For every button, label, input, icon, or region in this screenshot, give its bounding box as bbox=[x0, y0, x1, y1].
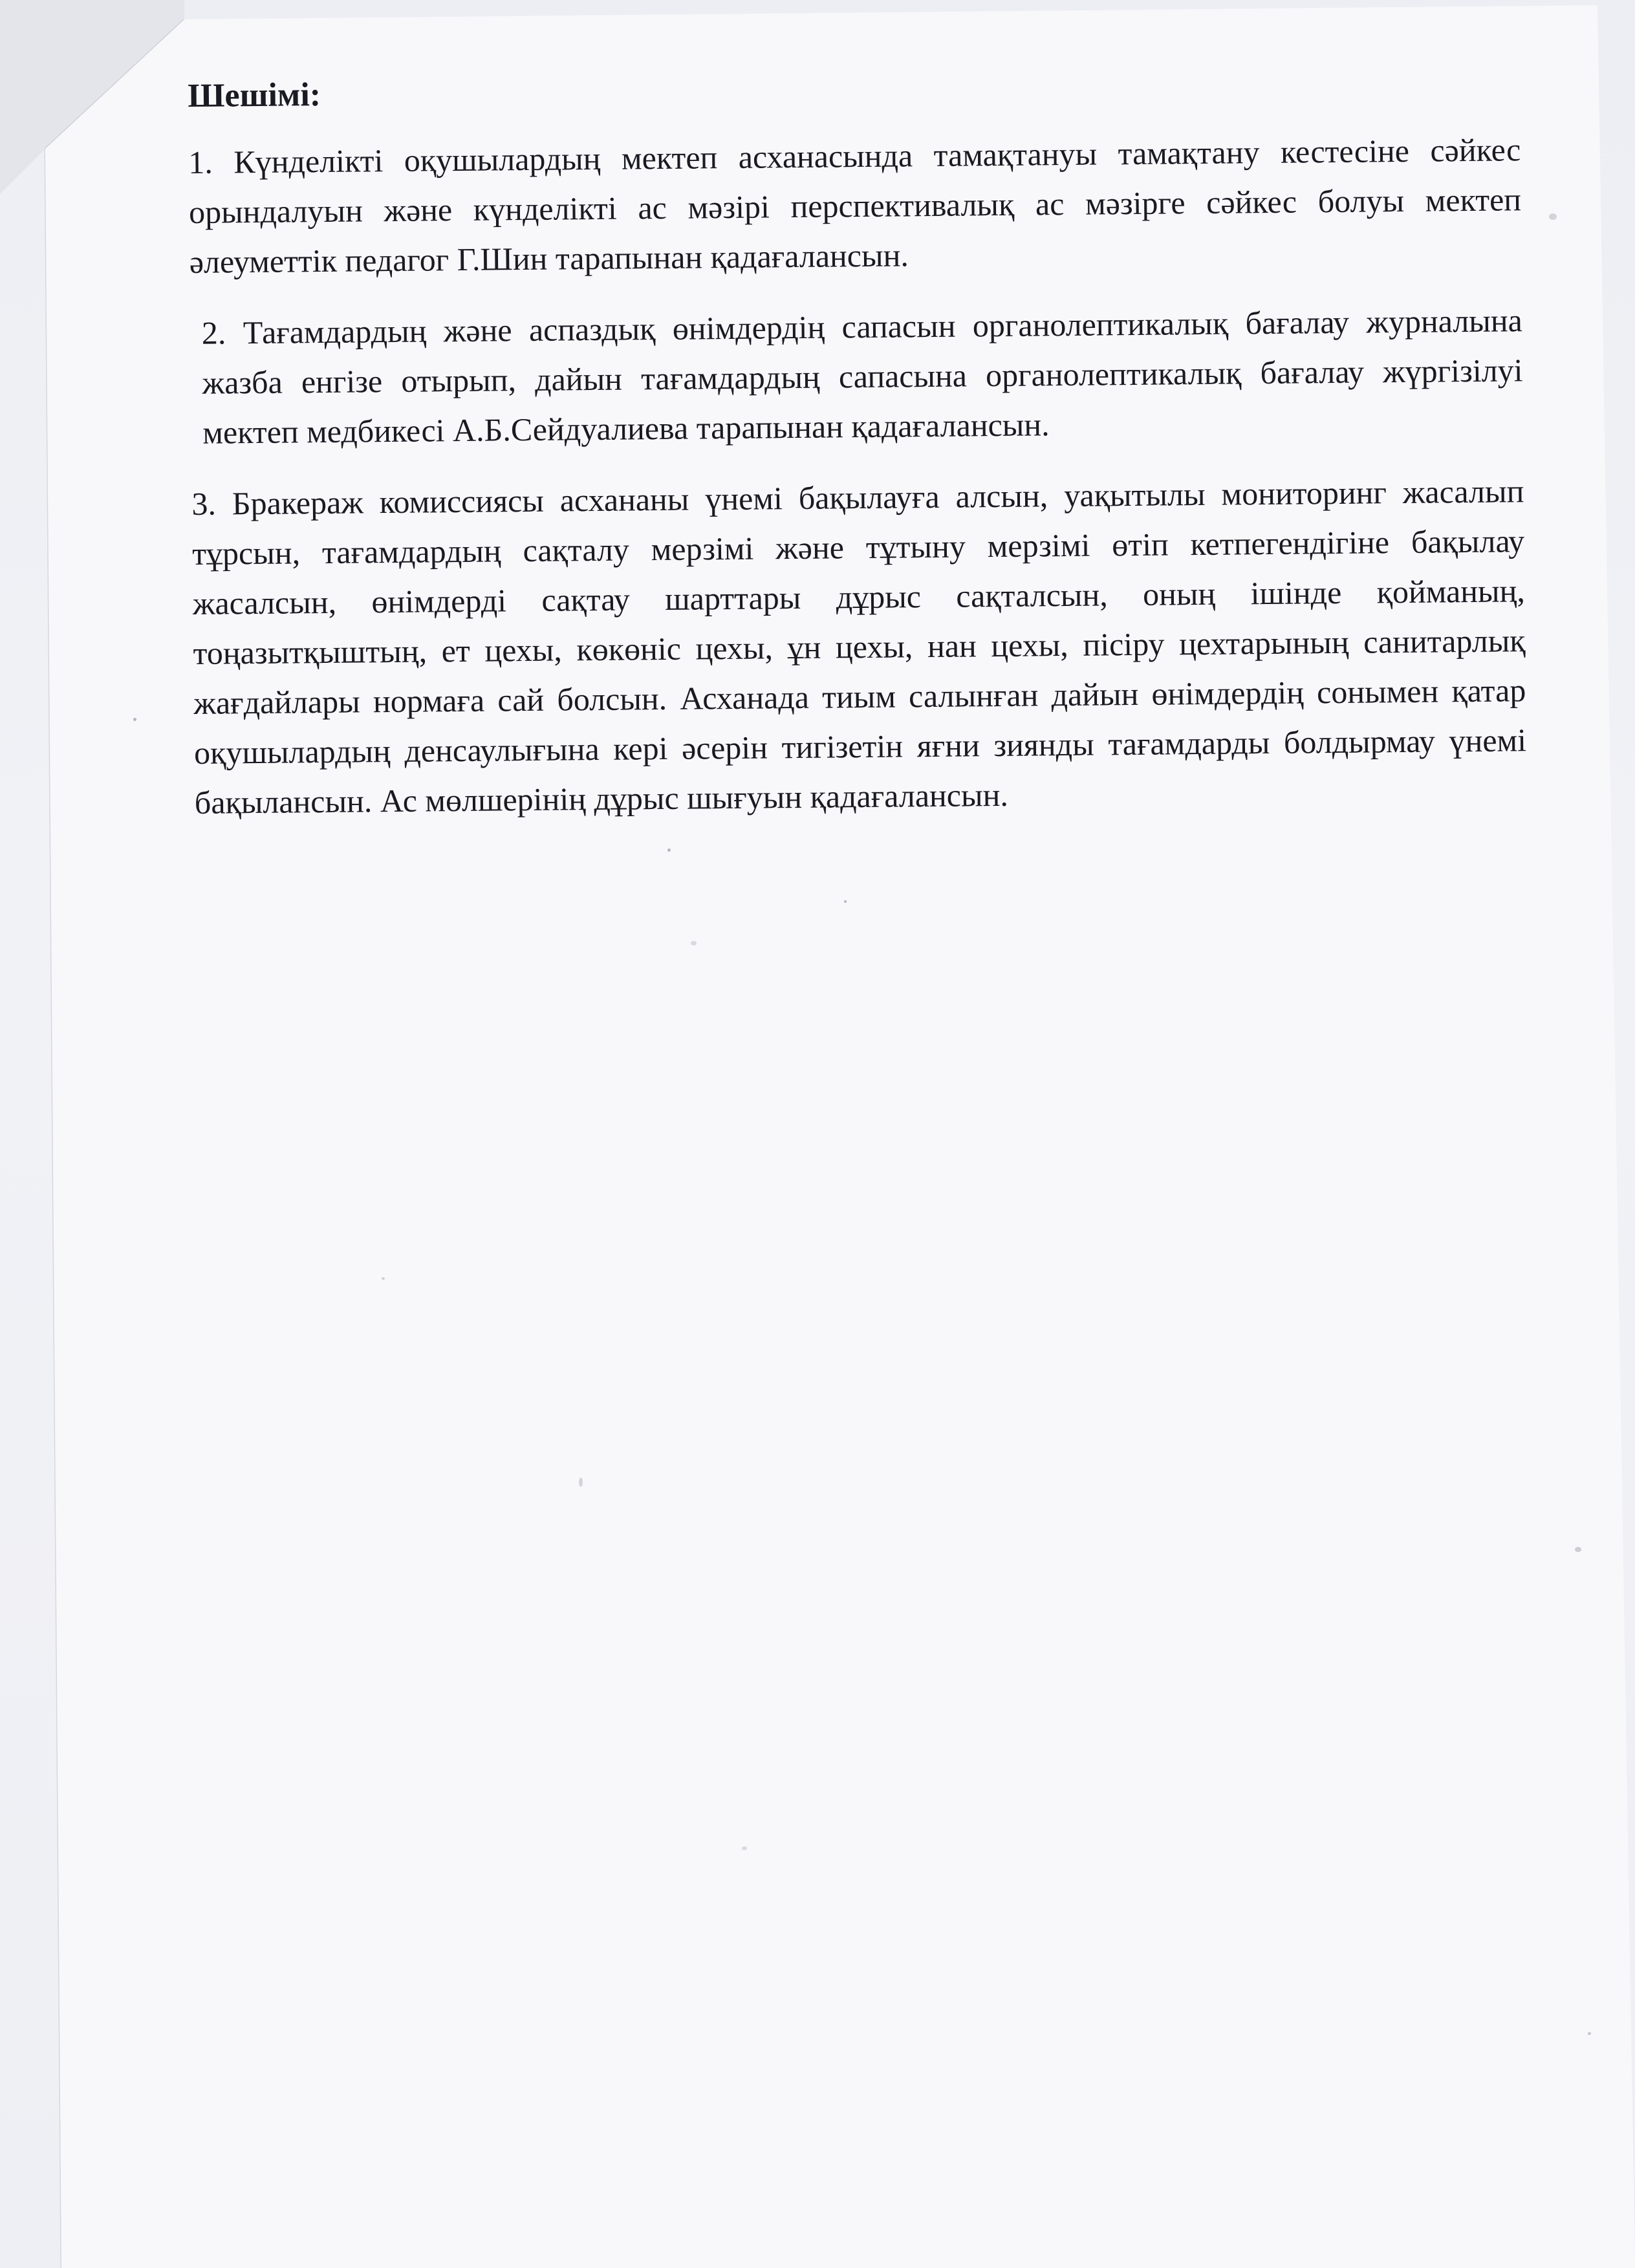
scan-speck bbox=[691, 941, 697, 945]
scan-speck bbox=[382, 1277, 385, 1280]
scan-speck bbox=[133, 718, 136, 721]
scan-speck bbox=[667, 848, 671, 852]
scan-speck bbox=[1549, 213, 1557, 220]
scan-speck bbox=[1588, 2032, 1591, 2035]
decision-item-1: 1. Күнделікті оқушылардың мектеп асханасында тамақтануы тамақтану кестесіне сәйкес орындалуын және күнделікті ас мәзірі перспективалық ас мәзірге сәйкес болуы мектеп әлеуметтік педагог Г.Шин тарапынан қадағалансын. bbox=[188, 131, 1522, 280]
scan-speck bbox=[844, 900, 847, 903]
scan-speck bbox=[579, 1478, 583, 1487]
scan-speck bbox=[742, 1846, 747, 1850]
decision-item-2: 2. Тағамдардың және аспаздық өнімдердің сапасын органолептикалық бағалау журналына жазба енгізе отырып, дайын тағамдардың сапасына органолептикалық бағалау жүргізілуі мектеп медбикесі А.Б.Сейдуалиева тарапынан қадағалансын. bbox=[201, 302, 1523, 451]
document-heading: Шешімі: bbox=[188, 76, 321, 114]
decision-item-3: 3. Бракераж комиссиясы асхананы үнемі бақылауға алсын, уақытылы мониторинг жасалып тұрсын, тағамдардың сақталу мерзімі және тұтыну мерзімі өтіп кетпегендігіне бақылау жасалсын, өнімдерді сақтау шарттары дұрыс сақталсын, оның ішінде қойманың, тоңазытқыштың, ет цехы, көкөніс цехы, ұн цехы, нан цехы, пісіру цехтарының санитарлық жағдайлары нормаға сай болсын. Асханада тиым салынған дайын өнімдердің сонымен қатар оқушылардың денсаулығына кері әсерін тигізетін яғни зиянды тағамдарды болдырмау үнемі бақылансын. Ас мөлшерінің дұрыс шығуын қадағалансын. bbox=[191, 473, 1527, 821]
scan-speck bbox=[1575, 1547, 1581, 1552]
document-body bbox=[188, 58, 1527, 849]
